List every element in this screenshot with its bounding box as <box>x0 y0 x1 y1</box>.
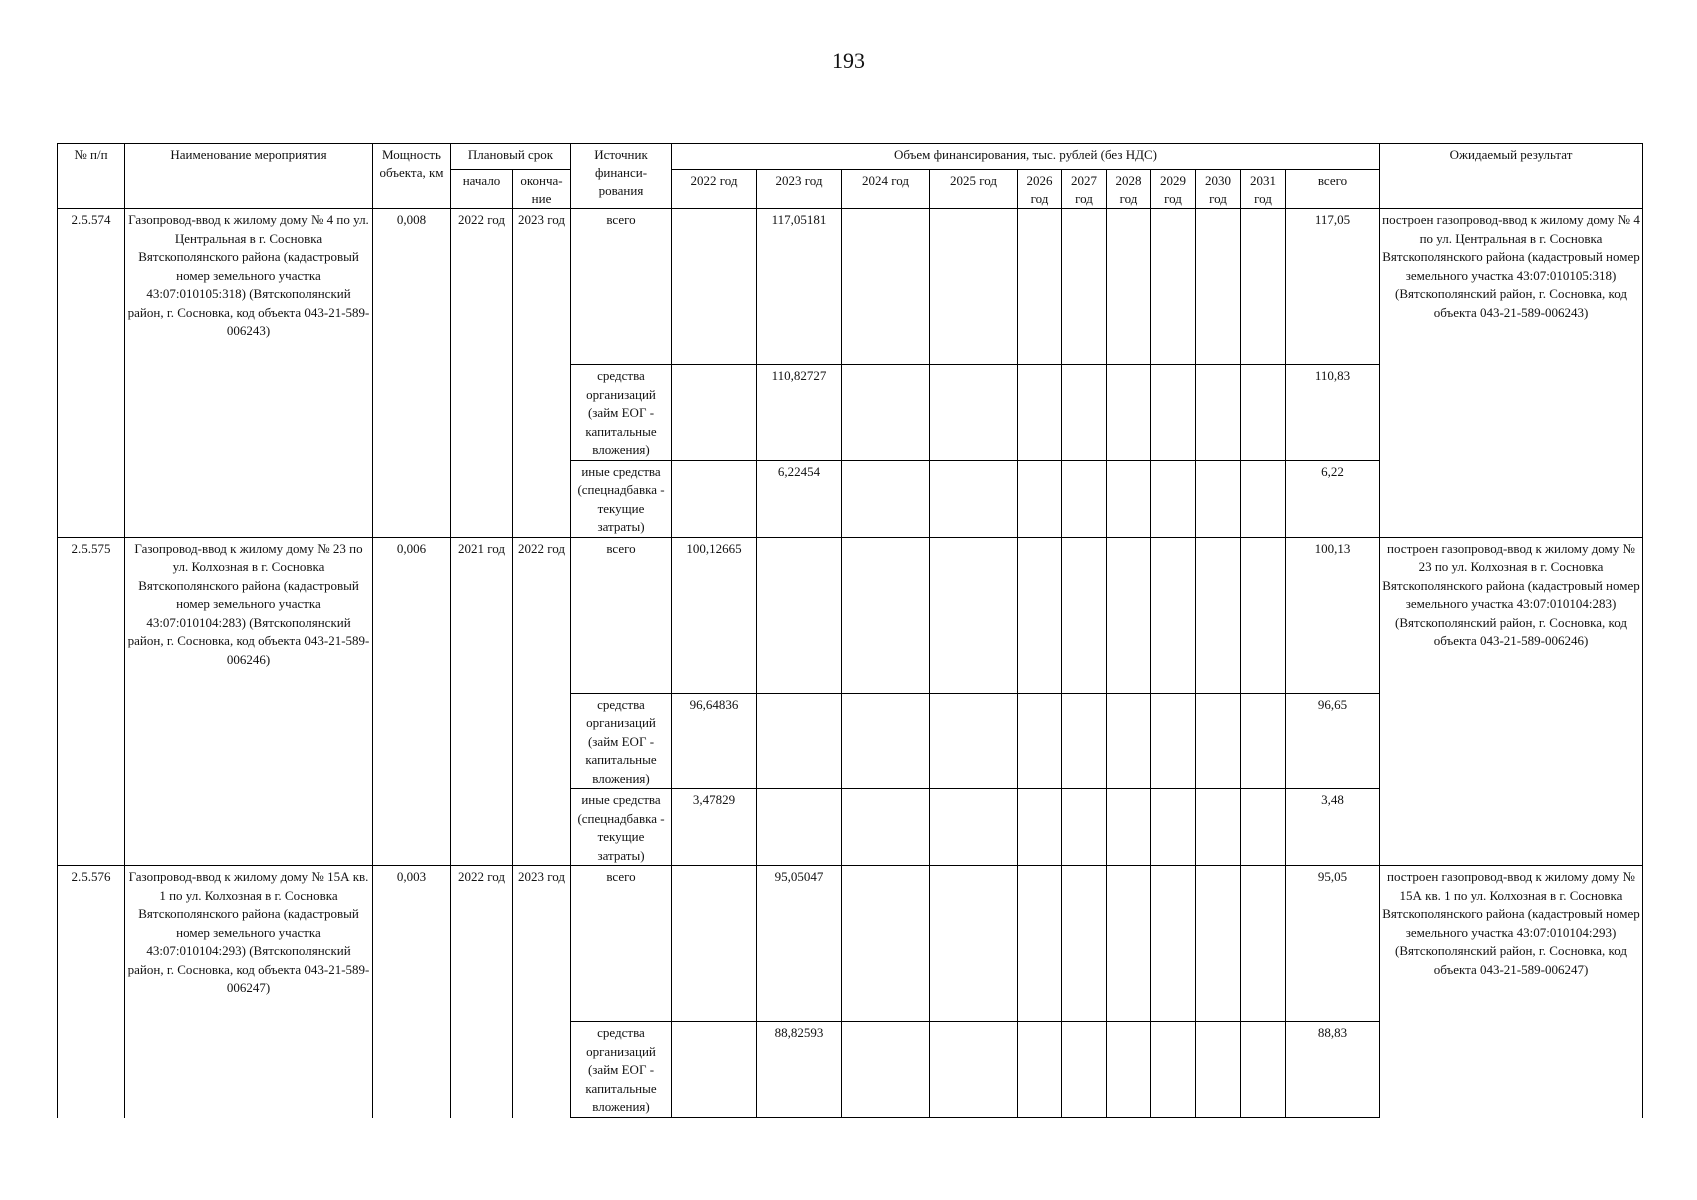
cell-2028 <box>1107 460 1151 537</box>
cell-2030 <box>1196 1022 1241 1118</box>
cell-2028 <box>1107 365 1151 461</box>
cell-2027 <box>1062 537 1107 693</box>
cell-sum: 3,48 <box>1286 789 1380 866</box>
cell-2028 <box>1107 1022 1151 1118</box>
cell-2031 <box>1241 693 1286 789</box>
cell-2027 <box>1062 866 1107 1022</box>
row-end: 2022 год <box>513 537 571 866</box>
row-num: 2.5.575 <box>58 537 125 866</box>
cell-2022 <box>672 866 757 1022</box>
header-year: 2025 год <box>930 170 1018 209</box>
cell-2026 <box>1018 537 1062 693</box>
cell-2029 <box>1151 537 1196 693</box>
cell-2030 <box>1196 693 1241 789</box>
cell-2030 <box>1196 866 1241 1022</box>
header-year: 2029 год <box>1151 170 1196 209</box>
cell-2027 <box>1062 460 1107 537</box>
row-source: всего <box>571 866 672 1022</box>
header-num: № п/п <box>58 144 125 209</box>
row-name: Газопровод-ввод к жилому дому № 23 по ул. Колхозная в г. Сосновка Вятскополянского района (кадастровый номер земельного участка 43:07:010104:283) (Вятскополянский район, г. Сосновка, код объекта 043-21-589-006246) <box>125 537 373 866</box>
cell-2030 <box>1196 789 1241 866</box>
cell-2027 <box>1062 1022 1107 1118</box>
row-start: 2022 год <box>451 866 513 1118</box>
row-name: Газопровод-ввод к жилому дому № 15А кв. 1 по ул. Колхозная в г. Сосновка Вятскополянского района (кадастровый номер земельного участка 43:07:010104:293) (Вятскополянский район, г. Сосновка, код объекта 043-21-589-006247) <box>125 866 373 1118</box>
header-funding: Объем финансирования, тыс. рублей (без НДС) <box>672 144 1380 170</box>
cell-2023: 117,05181 <box>757 209 842 365</box>
table-row <box>58 866 1643 1022</box>
cell-2026 <box>1018 693 1062 789</box>
header-year: 2031 год <box>1241 170 1286 209</box>
header-year: 2027 год <box>1062 170 1107 209</box>
cell-sum: 110,83 <box>1286 365 1380 461</box>
cell-2025 <box>930 693 1018 789</box>
cell-sum: 96,65 <box>1286 693 1380 789</box>
table-row <box>58 537 1643 693</box>
cell-2023 <box>757 693 842 789</box>
cell-2022 <box>672 209 757 365</box>
header-name: Наименование мероприятия <box>125 144 373 209</box>
header-year: 2028 год <box>1107 170 1151 209</box>
row-source: средства организаций (займ ЕОГ - капитальные вложения) <box>571 365 672 461</box>
row-result: построен газопровод-ввод к жилому дому № 23 по ул. Колхозная в г. Сосновка Вятскополянского района (кадастровый номер земельного участка 43:07:010104:283) (Вятскополянский район, г. Сосновка, код объекта 043-21-589-006246) <box>1380 537 1643 866</box>
cell-2026 <box>1018 460 1062 537</box>
cell-sum: 6,22 <box>1286 460 1380 537</box>
header-year: 2022 год <box>672 170 757 209</box>
cell-2029 <box>1151 693 1196 789</box>
cell-2031 <box>1241 537 1286 693</box>
cell-2029 <box>1151 1022 1196 1118</box>
cell-2027 <box>1062 693 1107 789</box>
cell-2026 <box>1018 365 1062 461</box>
header-year: 2023 год <box>757 170 842 209</box>
cell-2022 <box>672 365 757 461</box>
row-result: построен газопровод-ввод к жилому дому № 4 по ул. Центральная в г. Сосновка Вятскополянского района (кадастровый номер земельного участка 43:07:010105:318) (Вятскополянский район, г. Сосновка, код объекта 043-21-589-006243) <box>1380 209 1643 538</box>
cell-2026 <box>1018 209 1062 365</box>
header-term: Плановый срок <box>451 144 571 170</box>
cell-sum: 117,05 <box>1286 209 1380 365</box>
header-total: всего <box>1286 170 1380 209</box>
cell-sum: 100,13 <box>1286 537 1380 693</box>
cell-2025 <box>930 460 1018 537</box>
header-power: Мощность объекта, км <box>373 144 451 209</box>
cell-2023: 110,82727 <box>757 365 842 461</box>
row-num: 2.5.574 <box>58 209 125 538</box>
row-source: средства организаций (займ ЕОГ - капитальные вложения) <box>571 1022 672 1118</box>
cell-2028 <box>1107 537 1151 693</box>
header-source: Источник финанси- рования <box>571 144 672 209</box>
row-name: Газопровод-ввод к жилому дому № 4 по ул. Центральная в г. Сосновка Вятскополянского района (кадастровый номер земельного участка 43:07:010105:318) (Вятскополянский район, г. Сосновка, код объекта 043-21-589-006243) <box>125 209 373 538</box>
row-start: 2022 год <box>451 209 513 538</box>
cell-2025 <box>930 209 1018 365</box>
cell-2023 <box>757 789 842 866</box>
cell-2024 <box>842 1022 930 1118</box>
cell-2024 <box>842 460 930 537</box>
cell-2023: 88,82593 <box>757 1022 842 1118</box>
header-year: 2024 год <box>842 170 930 209</box>
header-result: Ожидаемый результат <box>1380 144 1643 209</box>
cell-2023 <box>757 537 842 693</box>
cell-2025 <box>930 789 1018 866</box>
row-result: построен газопровод-ввод к жилому дому № 15А кв. 1 по ул. Колхозная в г. Сосновка Вятскополянского района (кадастровый номер земельного участка 43:07:010104:293) (Вятскополянский район, г. Сосновка, код объекта 043-21-589-006247) <box>1380 866 1643 1118</box>
row-end: 2023 год <box>513 209 571 538</box>
cell-2027 <box>1062 365 1107 461</box>
cell-2031 <box>1241 365 1286 461</box>
row-start: 2021 год <box>451 537 513 866</box>
cell-2031 <box>1241 460 1286 537</box>
cell-2023: 6,22454 <box>757 460 842 537</box>
cell-2031 <box>1241 866 1286 1022</box>
row-source: всего <box>571 209 672 365</box>
cell-2025 <box>930 365 1018 461</box>
cell-2022: 96,64836 <box>672 693 757 789</box>
cell-2026 <box>1018 1022 1062 1118</box>
cell-2029 <box>1151 365 1196 461</box>
cell-2026 <box>1018 866 1062 1022</box>
cell-2025 <box>930 537 1018 693</box>
row-source: всего <box>571 537 672 693</box>
cell-2029 <box>1151 460 1196 537</box>
row-power: 0,008 <box>373 209 451 538</box>
cell-2029 <box>1151 209 1196 365</box>
header-year: 2030 год <box>1196 170 1241 209</box>
cell-2031 <box>1241 1022 1286 1118</box>
cell-2029 <box>1151 789 1196 866</box>
cell-2024 <box>842 866 930 1022</box>
cell-2031 <box>1241 789 1286 866</box>
cell-2028 <box>1107 209 1151 365</box>
cell-2028 <box>1107 866 1151 1022</box>
row-power: 0,006 <box>373 537 451 866</box>
row-source: средства организаций (займ ЕОГ - капитальные вложения) <box>571 693 672 789</box>
row-source: иные средства (спецнадбавка - текущие затраты) <box>571 789 672 866</box>
page-number: 193 <box>832 48 865 73</box>
cell-2028 <box>1107 693 1151 789</box>
cell-2030 <box>1196 209 1241 365</box>
cell-sum: 88,83 <box>1286 1022 1380 1118</box>
cell-2030 <box>1196 537 1241 693</box>
row-end: 2023 год <box>513 866 571 1118</box>
header-year: 2026 год <box>1018 170 1062 209</box>
row-source: иные средства (спецнадбавка - текущие затраты) <box>571 460 672 537</box>
cell-2027 <box>1062 789 1107 866</box>
cell-2030 <box>1196 460 1241 537</box>
cell-2022: 3,47829 <box>672 789 757 866</box>
cell-2030 <box>1196 365 1241 461</box>
row-num: 2.5.576 <box>58 866 125 1118</box>
cell-2022 <box>672 460 757 537</box>
row-power: 0,003 <box>373 866 451 1118</box>
cell-2025 <box>930 1022 1018 1118</box>
cell-2024 <box>842 693 930 789</box>
header-term-start: начало <box>451 170 513 209</box>
cell-2023: 95,05047 <box>757 866 842 1022</box>
cell-2022: 100,12665 <box>672 537 757 693</box>
cell-2027 <box>1062 209 1107 365</box>
header-term-end: оконча- ние <box>513 170 571 209</box>
cell-2025 <box>930 866 1018 1022</box>
cell-2024 <box>842 209 930 365</box>
cell-2024 <box>842 537 930 693</box>
cell-sum: 95,05 <box>1286 866 1380 1022</box>
cell-2024 <box>842 365 930 461</box>
cell-2026 <box>1018 789 1062 866</box>
cell-2022 <box>672 1022 757 1118</box>
cell-2028 <box>1107 789 1151 866</box>
cell-2024 <box>842 789 930 866</box>
cell-2031 <box>1241 209 1286 365</box>
table-row <box>58 209 1643 365</box>
cell-2029 <box>1151 866 1196 1022</box>
investment-program-table <box>57 143 1643 1118</box>
